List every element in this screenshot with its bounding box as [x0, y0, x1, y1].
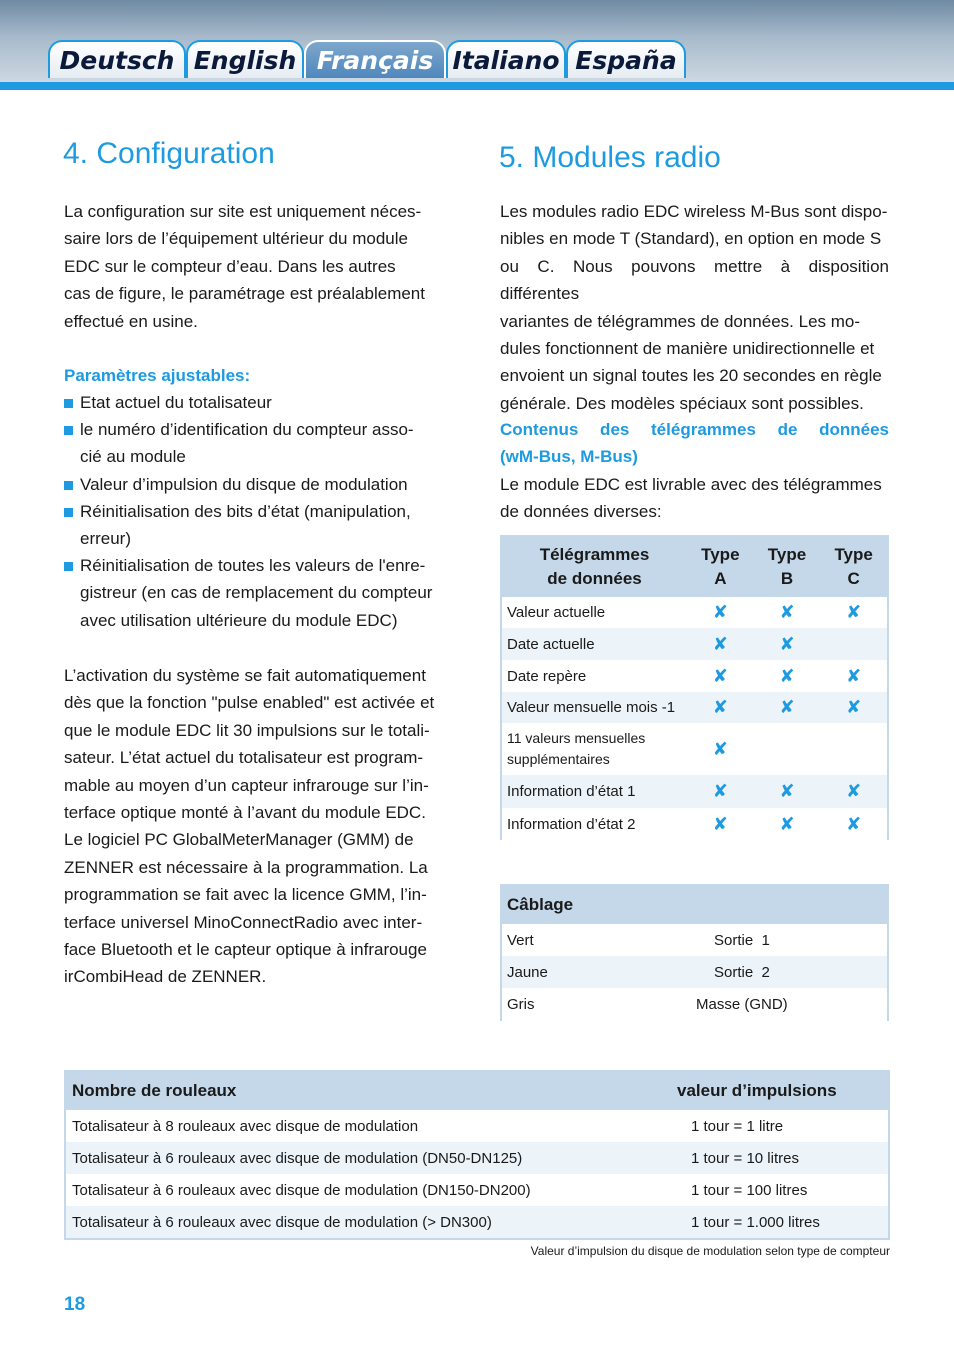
check-cross-icon: ✘: [712, 781, 728, 801]
cabling-value: Sortie 1: [714, 931, 770, 949]
radio-intro-line: Les modules radio EDC wireless M-Bus sont dispo-: [500, 202, 888, 221]
type-b-cell: [754, 775, 821, 808]
list-item: Réinitialisation des bits d’état (manipulation, erreur): [64, 498, 454, 552]
rollers-value: 1 tour = 1.000 litres: [691, 1213, 820, 1231]
table-row: [502, 628, 887, 660]
table-row: [502, 775, 887, 808]
table-row: [66, 1206, 888, 1238]
activation-line: mable au moyen d’un capteur infrarouge sur l’in-: [64, 775, 429, 795]
check-cross-icon: ✘: [846, 602, 862, 622]
table-row: [66, 1142, 888, 1174]
list-item: Réinitialisation de toutes les valeurs de l'enre- gistreur (en cas de remplacement du compteur avec utilisation ultérieure du module EDC): [64, 552, 454, 634]
rollers-table: [66, 1072, 888, 1238]
check-cross-icon: ✘: [779, 665, 795, 686]
type-a-cell: [687, 628, 754, 660]
telegram-header-line1: Télégrammes: [539, 545, 650, 564]
check-cross-icon: ✘: [712, 738, 728, 759]
radio-intro-line: dules fonctionnent de manière unidirectionnelle et: [500, 339, 875, 359]
config-intro-line: EDC sur le compteur d’eau. Dans les autres: [64, 256, 396, 276]
check-cross-icon: ✘: [779, 813, 795, 834]
contents-heading-line2: (wM-Bus, M-Bus): [500, 447, 638, 466]
bullet-square-icon: [64, 426, 73, 435]
type-b-cell: [754, 723, 821, 775]
telegram-header-line2: de données: [547, 569, 642, 588]
type-c-cell: [820, 628, 887, 660]
check-cross-icon: ✘: [712, 665, 728, 686]
params-heading: Paramètres ajustables:: [64, 366, 251, 385]
activation-line: dès que la fonction "pulse enabled" est activée et: [64, 693, 435, 713]
config-intro-line: saire lors de l’équipement ultérieur du module: [64, 229, 408, 249]
tab-espana[interactable]: España: [566, 40, 686, 78]
table-row: [502, 956, 887, 988]
cabling-value: [696, 988, 887, 1021]
check-cross-icon: ✘: [846, 697, 862, 717]
rollers-value: 1 tour = 100 litres: [691, 1181, 808, 1199]
telegram-table: [502, 537, 887, 840]
activation-line: sateur. L’état actuel du totalisateur est program-: [64, 748, 424, 768]
check-cross-icon: ✘: [846, 665, 862, 686]
type-c-cell: [820, 808, 887, 840]
radio-intro-line: envoient un signal toutes les 20 secondes en règle: [500, 366, 882, 386]
type-c-cell: [820, 723, 887, 775]
table-row: [66, 1174, 888, 1206]
activation-line: face Bluetooth et le capteur optique à infrarouge: [64, 940, 427, 960]
cabling-value-text: Masse (GND): [696, 996, 788, 1013]
check-cross-icon: ✘: [779, 602, 795, 622]
config-intro-line: La configuration sur site est uniquement néces-: [64, 202, 422, 221]
activation-line: ZENNER est nécessaire à la programmation. La: [64, 857, 428, 877]
type-b-cell: [754, 692, 821, 723]
params-list: [64, 389, 454, 634]
bullet-square-icon: [64, 399, 73, 408]
type-c-cell: [820, 660, 887, 692]
type-label: Type: [834, 545, 873, 564]
config-title: 4. Configuration: [63, 137, 275, 170]
cabling-title: Câblage: [507, 895, 574, 914]
activation-line: Le logiciel PC GlobalMeterManager (GMM) de: [64, 830, 414, 850]
telegram-row-label: Information d’état 2: [507, 815, 636, 833]
rollers-caption: Valeur d’impulsion du disque de modulation selon type de compteur: [530, 1244, 890, 1258]
cabling-color: Jaune: [507, 963, 548, 981]
page-number: 18: [64, 1294, 86, 1315]
table-row: [502, 808, 887, 840]
table-row: [502, 597, 887, 628]
type-letter: C: [847, 569, 860, 588]
type-b-cell: [754, 808, 821, 840]
bullet-square-icon: [64, 481, 73, 490]
telegram-row-label: Valeur mensuelle mois -1: [507, 699, 676, 716]
rollers-header-right: valeur d’impulsions: [677, 1081, 837, 1100]
config-intro-line: cas de figure, le paramétrage est préalablement: [64, 284, 425, 304]
type-a-cell: [687, 660, 754, 692]
check-cross-icon: ✘: [779, 697, 795, 717]
tab-francais[interactable]: Français: [304, 40, 446, 78]
activation-line: terface optique monté à l’avant du module EDC.: [64, 803, 426, 823]
check-cross-icon: ✘: [846, 781, 862, 801]
list-item: Valeur d’impulsion du disque de modulation: [64, 471, 454, 498]
rollers-header: [66, 1072, 888, 1110]
rollers-desc: Totalisateur à 8 rouleaux avec disque de modulation: [72, 1117, 419, 1135]
type-a-cell: [687, 808, 754, 840]
type-b-cell: [754, 660, 821, 692]
activation-line: L’activation du système se fait automatiquement: [64, 666, 426, 685]
telegram-row-label: Date actuelle: [507, 635, 595, 653]
check-cross-icon: ✘: [712, 813, 728, 834]
activation-line: irCombiHead de ZENNER.: [64, 967, 267, 987]
cabling-color: Vert: [507, 931, 534, 949]
config-intro-line: effectué en usine.: [64, 311, 198, 331]
radio-intro-line: variantes de télégrammes de données. Les mo-: [500, 311, 861, 331]
contents-text-line: Le module EDC est livrable avec des télégrammes: [500, 475, 882, 494]
type-label: Type: [701, 545, 740, 564]
rollers-value: 1 tour = 1 litre: [691, 1117, 784, 1135]
contents-text-line: de données diverses:: [500, 502, 662, 522]
table-row: [502, 692, 887, 723]
config-intro: [64, 198, 454, 335]
type-letter: B: [780, 569, 794, 588]
check-cross-icon: ✘: [846, 813, 862, 834]
contents-text: [500, 471, 889, 526]
bullet-square-icon: [64, 562, 73, 571]
contents-heading-line1: Contenus des télégrammes de données: [500, 420, 889, 439]
cabling-color: Gris: [507, 996, 535, 1013]
check-cross-icon: ✘: [779, 633, 795, 654]
type-a-cell: [687, 775, 754, 808]
rollers-header-left: Nombre de rouleaux: [72, 1081, 237, 1100]
table-row: [502, 988, 887, 1021]
table-row: [66, 1110, 888, 1142]
tab-deutsch[interactable]: Deutsch: [48, 40, 186, 78]
type-a-header: [687, 537, 754, 597]
tab-italiano[interactable]: Italiano: [446, 40, 566, 78]
rollers-desc: Totalisateur à 6 rouleaux avec disque de modulation (DN150-DN200): [72, 1181, 531, 1199]
radio-intro: [500, 198, 889, 417]
activation-paragraph: [64, 662, 454, 991]
check-cross-icon: ✘: [712, 633, 728, 654]
rollers-desc: Totalisateur à 6 rouleaux avec disque de modulation (> DN300): [72, 1213, 492, 1231]
telegram-row-label: Valeur actuelle: [507, 604, 606, 621]
radio-intro-line: générale. Des modèles spéciaux sont possibles.: [500, 393, 864, 413]
telegram-row-label: Information d’état 1: [507, 783, 636, 800]
bullet-square-icon: [64, 508, 73, 517]
list-item: le numéro d’identification du compteur asso- cié au module: [64, 416, 454, 470]
type-c-cell: [820, 692, 887, 723]
type-b-cell: [754, 628, 821, 660]
telegram-row-label: 11 valeurs mensuelles supplémentaires: [507, 730, 646, 767]
radio-intro-line: ou C. Nous pouvons mettre à disposition différentes: [500, 256, 889, 304]
check-cross-icon: ✘: [712, 697, 728, 717]
check-cross-icon: ✘: [779, 781, 795, 801]
tab-english[interactable]: English: [186, 40, 304, 78]
type-a-cell: [687, 692, 754, 723]
type-b-cell: [754, 597, 821, 628]
radio-intro-line: nibles en mode T (Standard), en option en mode S: [500, 229, 882, 249]
activation-line: terface universel MinoConnectRadio avec inter-: [64, 912, 423, 932]
type-a-cell: [687, 597, 754, 628]
type-a-cell: [687, 723, 754, 775]
radio-title: 5. Modules radio: [499, 141, 721, 174]
type-letter: A: [714, 569, 727, 588]
cabling-header: [502, 886, 887, 924]
activation-line: que le module EDC lit 30 impulsions sur le totali-: [64, 720, 430, 740]
rollers-value: 1 tour = 10 litres: [691, 1149, 799, 1167]
type-b-header: [754, 537, 821, 597]
table-row: [502, 924, 887, 956]
telegram-header-label: [502, 537, 687, 597]
telegram-table-header: [502, 537, 887, 597]
type-label: Type: [767, 545, 807, 564]
rollers-desc: Totalisateur à 6 rouleaux avec disque de modulation (DN50-DN125): [72, 1149, 523, 1167]
check-cross-icon: ✘: [712, 602, 728, 622]
cabling-value: Sortie 2: [714, 963, 770, 981]
header-accent-band: [0, 82, 954, 90]
type-c-header: [820, 537, 887, 597]
table-row: [502, 723, 887, 775]
telegram-row-label: Date repère: [507, 667, 587, 685]
type-c-cell: [820, 775, 887, 808]
table-row: [502, 660, 887, 692]
cabling-table: [502, 886, 887, 1021]
list-item: Etat actuel du totalisateur: [64, 389, 454, 416]
type-c-cell: [820, 597, 887, 628]
activation-line: programmation se fait avec la licence GMM, l’in-: [64, 885, 427, 905]
